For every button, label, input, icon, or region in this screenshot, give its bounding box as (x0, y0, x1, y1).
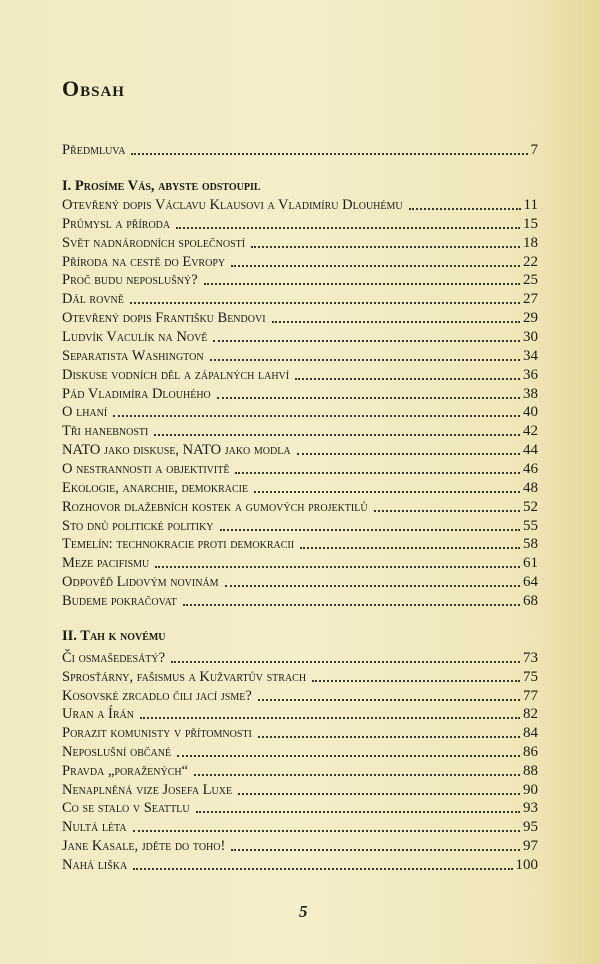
entry-page: 61 (523, 555, 538, 572)
entry-label: Sto dnů politické politiky (62, 517, 214, 534)
dot-leader (225, 585, 520, 587)
toc-entry (62, 196, 538, 214)
toc-entry (62, 385, 538, 403)
entry-label: Pád Vladimíra Dlouhého (62, 385, 211, 402)
toc-entry (62, 328, 538, 346)
toc-entry (62, 573, 538, 591)
toc-entry (62, 290, 538, 308)
entry-page: 48 (523, 479, 538, 496)
entry-page: 25 (523, 272, 538, 289)
dot-leader (154, 434, 520, 436)
toc-entry (62, 403, 538, 421)
toc-entry (62, 460, 538, 478)
entry-page: 88 (523, 762, 538, 779)
entry-page: 42 (523, 423, 538, 440)
dot-leader (231, 849, 520, 851)
entry-label: Příroda na cestě do Evropy (62, 253, 226, 270)
toc-entry (62, 366, 538, 384)
entry-label: Otevřený dopis Václavu Klausovi a Vladimíru Dlouhému (62, 197, 403, 213)
dot-leader (295, 378, 520, 380)
entry-page: 34 (523, 347, 538, 364)
dot-leader (217, 397, 520, 399)
dot-leader (130, 302, 520, 304)
entry-label: Ekologie, anarchie, demokracie (62, 479, 249, 496)
entry-label: O lhaní (62, 404, 108, 421)
toc-entry (62, 705, 538, 723)
entry-label: Uran a Írán (62, 706, 134, 723)
dot-leader (210, 359, 520, 361)
dot-leader (176, 227, 520, 229)
dot-leader (140, 717, 520, 719)
entry-label: Či osmašedesátý? (62, 650, 166, 666)
entry-page: 11 (523, 197, 538, 213)
entry-page: 73 (523, 650, 538, 666)
entry-label: Nultá léta (62, 819, 127, 836)
entry-label: Rozhovor dlažebních kostek a gumových projektilů (62, 498, 368, 515)
entry-page: 84 (523, 725, 538, 742)
toc-entry (62, 837, 538, 855)
entry-label: O nestrannosti a objektivitě (62, 461, 230, 478)
dot-leader (113, 415, 520, 417)
entry-page: 68 (523, 593, 538, 610)
entry-label: Svět nadnárodních společností (62, 234, 246, 251)
entry-label: Otevřený dopis Františku Bendovi (62, 310, 266, 327)
toc-entry (62, 856, 538, 874)
entry-page: 18 (523, 234, 538, 251)
entry-page: 55 (523, 517, 538, 534)
entry-page: 58 (523, 536, 538, 553)
dot-leader (258, 699, 520, 701)
entry-label: Průmysl a příroda (62, 215, 171, 232)
dot-leader (213, 340, 520, 342)
toc-entry (62, 743, 538, 761)
entry-page: 40 (523, 404, 538, 421)
page-number: 5 (299, 902, 308, 921)
entry-page: 29 (523, 310, 538, 327)
entry-label: Nenaplněná vize Josefa Luxe (62, 781, 233, 798)
toc-entry (62, 668, 538, 686)
entry-page: 7 (530, 142, 538, 158)
entry-label: Neposlušní občané (62, 744, 172, 760)
entry-label: Meze pacifismu (62, 555, 150, 572)
toc-entry (62, 498, 538, 516)
dot-leader (183, 604, 520, 606)
entry-page: 86 (523, 744, 538, 760)
entry-label: Jane Kasale, jděte do toho! (62, 838, 226, 854)
dot-leader (220, 529, 520, 531)
dot-leader (204, 283, 520, 285)
toc-entry (62, 253, 538, 271)
entry-page: 46 (523, 461, 538, 478)
section-heading: I. Prosíme Vás, abyste odstoupil (62, 178, 261, 194)
page-title: Obsah (62, 76, 125, 101)
entry-label: NATO jako diskuse, NATO jako modla (62, 442, 291, 459)
entry-page: 64 (523, 574, 538, 591)
entry-label: Dál rovně (62, 291, 124, 308)
entry-label: Budeme pokračovat (62, 593, 177, 610)
entry-label: Ludvík Vaculík na Nově (62, 329, 208, 346)
dot-leader (155, 566, 520, 568)
dot-leader (131, 153, 527, 155)
entry-page: 38 (523, 385, 538, 402)
toc-entry (62, 687, 538, 705)
entry-page: 27 (523, 291, 538, 308)
entry-page: 93 (523, 800, 538, 817)
entry-label: Odpověď Lidovým novinám (62, 574, 219, 591)
dot-leader (177, 755, 520, 757)
entry-label: Separatista Washington (62, 347, 204, 364)
toc-entry (62, 441, 538, 459)
entry-page: 77 (523, 687, 538, 704)
entry-label: Diskuse vodních děl a zápalných lahví (62, 366, 290, 383)
toc-entry (62, 535, 538, 553)
dot-leader (300, 547, 520, 549)
entry-label: Porazit komunisty v přítomnosti (62, 725, 252, 742)
entry-page: 22 (523, 253, 538, 270)
entry-page: 44 (523, 442, 538, 459)
toc-entry (62, 347, 538, 365)
entry-page: 30 (523, 329, 538, 346)
entry-label: Sprosťárny, fašismus a Kužvartův strach (62, 668, 307, 685)
toc-entry (62, 818, 538, 836)
dot-leader (171, 661, 520, 663)
entry-page: 100 (515, 856, 538, 873)
dot-leader (258, 736, 520, 738)
entry-label: Předmluva (62, 142, 126, 158)
dot-leader (133, 868, 512, 870)
dot-leader (238, 793, 520, 795)
entry-page: 52 (523, 498, 538, 515)
entry-page: 75 (523, 668, 538, 685)
entry-page: 82 (523, 706, 538, 723)
toc-entry (62, 554, 538, 572)
toc-entry (62, 479, 538, 497)
dot-leader (272, 321, 520, 323)
dot-leader (374, 510, 520, 512)
entry-label: Temelín: technokracie proti demokracii (62, 536, 295, 553)
entry-page: 97 (523, 838, 538, 854)
entry-page: 36 (523, 366, 538, 383)
dot-leader (251, 246, 520, 248)
toc-entry (62, 762, 538, 780)
dot-leader (231, 265, 520, 267)
dot-leader (312, 680, 520, 682)
entry-label: Proč budu neposlušný? (62, 272, 198, 289)
toc-entry (62, 724, 538, 742)
toc-entry (62, 422, 538, 440)
dot-leader (133, 830, 520, 832)
toc-entry (62, 215, 538, 233)
entry-label: Kosovské zrcadlo čili jací jsme? (62, 687, 252, 704)
entry-label: Nahá liška (62, 856, 128, 873)
dot-leader (235, 472, 520, 474)
entry-page: 90 (523, 781, 538, 798)
entry-page: 15 (523, 215, 538, 232)
dot-leader (409, 208, 521, 210)
toc-entry (62, 517, 538, 535)
entry-label: Pravda „poražených“ (62, 762, 189, 779)
toc-entry (62, 309, 538, 327)
toc-entry-preface (62, 141, 538, 159)
dot-leader (196, 811, 520, 813)
entry-page: 95 (523, 819, 538, 836)
toc-entry (62, 234, 538, 252)
toc-entry (62, 649, 538, 667)
toc-entry (62, 592, 538, 610)
dot-leader (297, 453, 520, 455)
section-heading: II. Tah k novému (62, 628, 166, 644)
entry-label: Co se stalo v Seattlu (62, 800, 190, 817)
dot-leader (254, 491, 520, 493)
entry-label: Tři hanebnosti (62, 423, 149, 440)
toc-entry (62, 271, 538, 289)
toc-entry (62, 781, 538, 799)
toc-entry (62, 799, 538, 817)
dot-leader (194, 774, 520, 776)
